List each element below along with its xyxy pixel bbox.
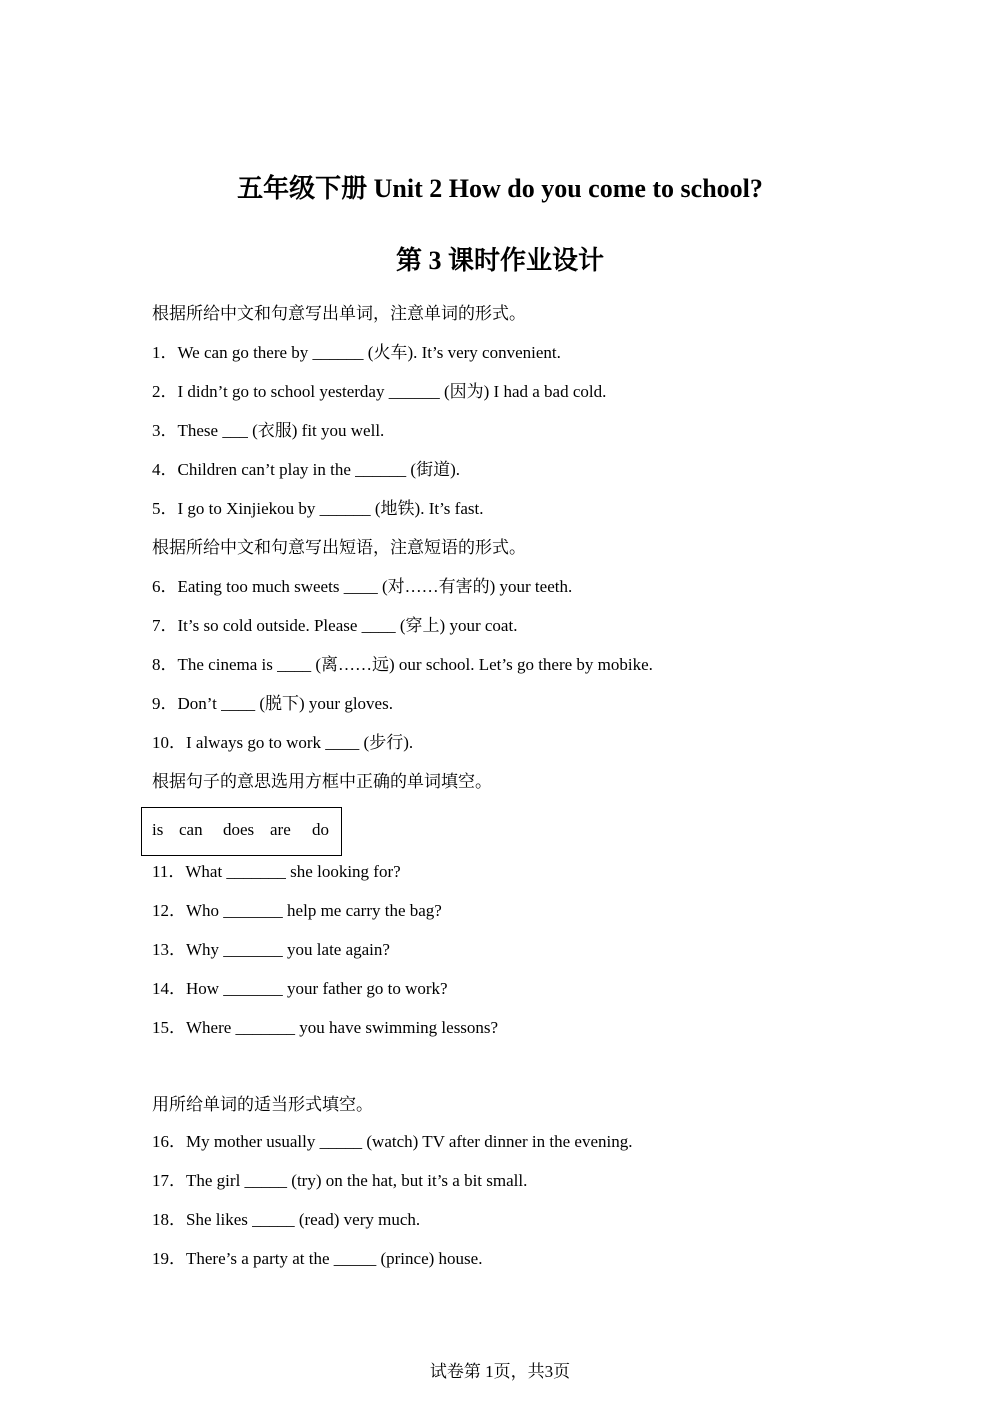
question-item: 12．Who _______ help me carry the bag? xyxy=(152,901,442,920)
question-item: 11．What _______ she looking for? xyxy=(152,862,401,881)
question-item: 1．We can go there by ______ (火车). It’s very convenient. xyxy=(152,343,561,362)
question-item: 13．Why _______ you late again? xyxy=(152,940,390,959)
page-title: 五年级下册 Unit 2 How do you come to school? xyxy=(237,174,763,203)
question-item: 19．There’s a party at the _____ (prince) house. xyxy=(152,1249,483,1268)
question-item: 17．The girl _____ (try) on the hat, but it’s a bit small. xyxy=(152,1171,528,1190)
page-subtitle: 第 3 课时作业设计 xyxy=(395,246,604,275)
question-item: 6．Eating too much sweets ____ (对……有害的) your teeth. xyxy=(152,577,573,596)
question-item: 5．I go to Xinjiekou by ______ (地铁). It’s fast. xyxy=(152,499,484,518)
question-item: 10．I always go to work ____ (步行). xyxy=(152,733,414,752)
section-instruction: 根据所给中文和句意写出短语，注意短语的形式。 xyxy=(152,538,526,557)
question-item: 7．It’s so cold outside. Please ____ (穿上) your coat. xyxy=(152,616,518,635)
section-instruction: 用所给单词的适当形式填空。 xyxy=(152,1095,373,1114)
word-box-item: does xyxy=(223,820,255,839)
page-footer: 试卷第 1页，共3页 xyxy=(429,1362,571,1381)
question-item: 3．These ___ (衣服) fit you well. xyxy=(152,421,385,440)
word-box-item: can xyxy=(179,820,203,839)
word-box-item: do xyxy=(312,820,329,839)
question-item: 15．Where _______ you have swimming lessons? xyxy=(152,1018,499,1037)
section-instruction: 根据句子的意思选用方框中正确的单词填空。 xyxy=(152,772,492,791)
word-box-item: is xyxy=(152,820,164,839)
question-item: 4．Children can’t play in the ______ (街道). xyxy=(152,460,460,479)
word-box xyxy=(141,807,342,856)
question-item: 16．My mother usually _____ (watch) TV after dinner in the evening. xyxy=(152,1132,633,1151)
question-item: 14．How _______ your father go to work? xyxy=(152,979,448,998)
section-instruction: 根据所给中文和句意写出单词，注意单词的形式。 xyxy=(152,304,526,323)
word-box-item: are xyxy=(270,820,291,839)
question-item: 9．Don’t ____ (脱下) your gloves. xyxy=(152,694,393,713)
question-item: 18．She likes _____ (read) very much. xyxy=(152,1210,421,1229)
question-item: 2．I didn’t go to school yesterday ______ (因为) I had a bad cold. xyxy=(152,382,607,401)
question-item: 8．The cinema is ____ (离……远) our school. Let’s go there by mobike. xyxy=(152,655,653,674)
